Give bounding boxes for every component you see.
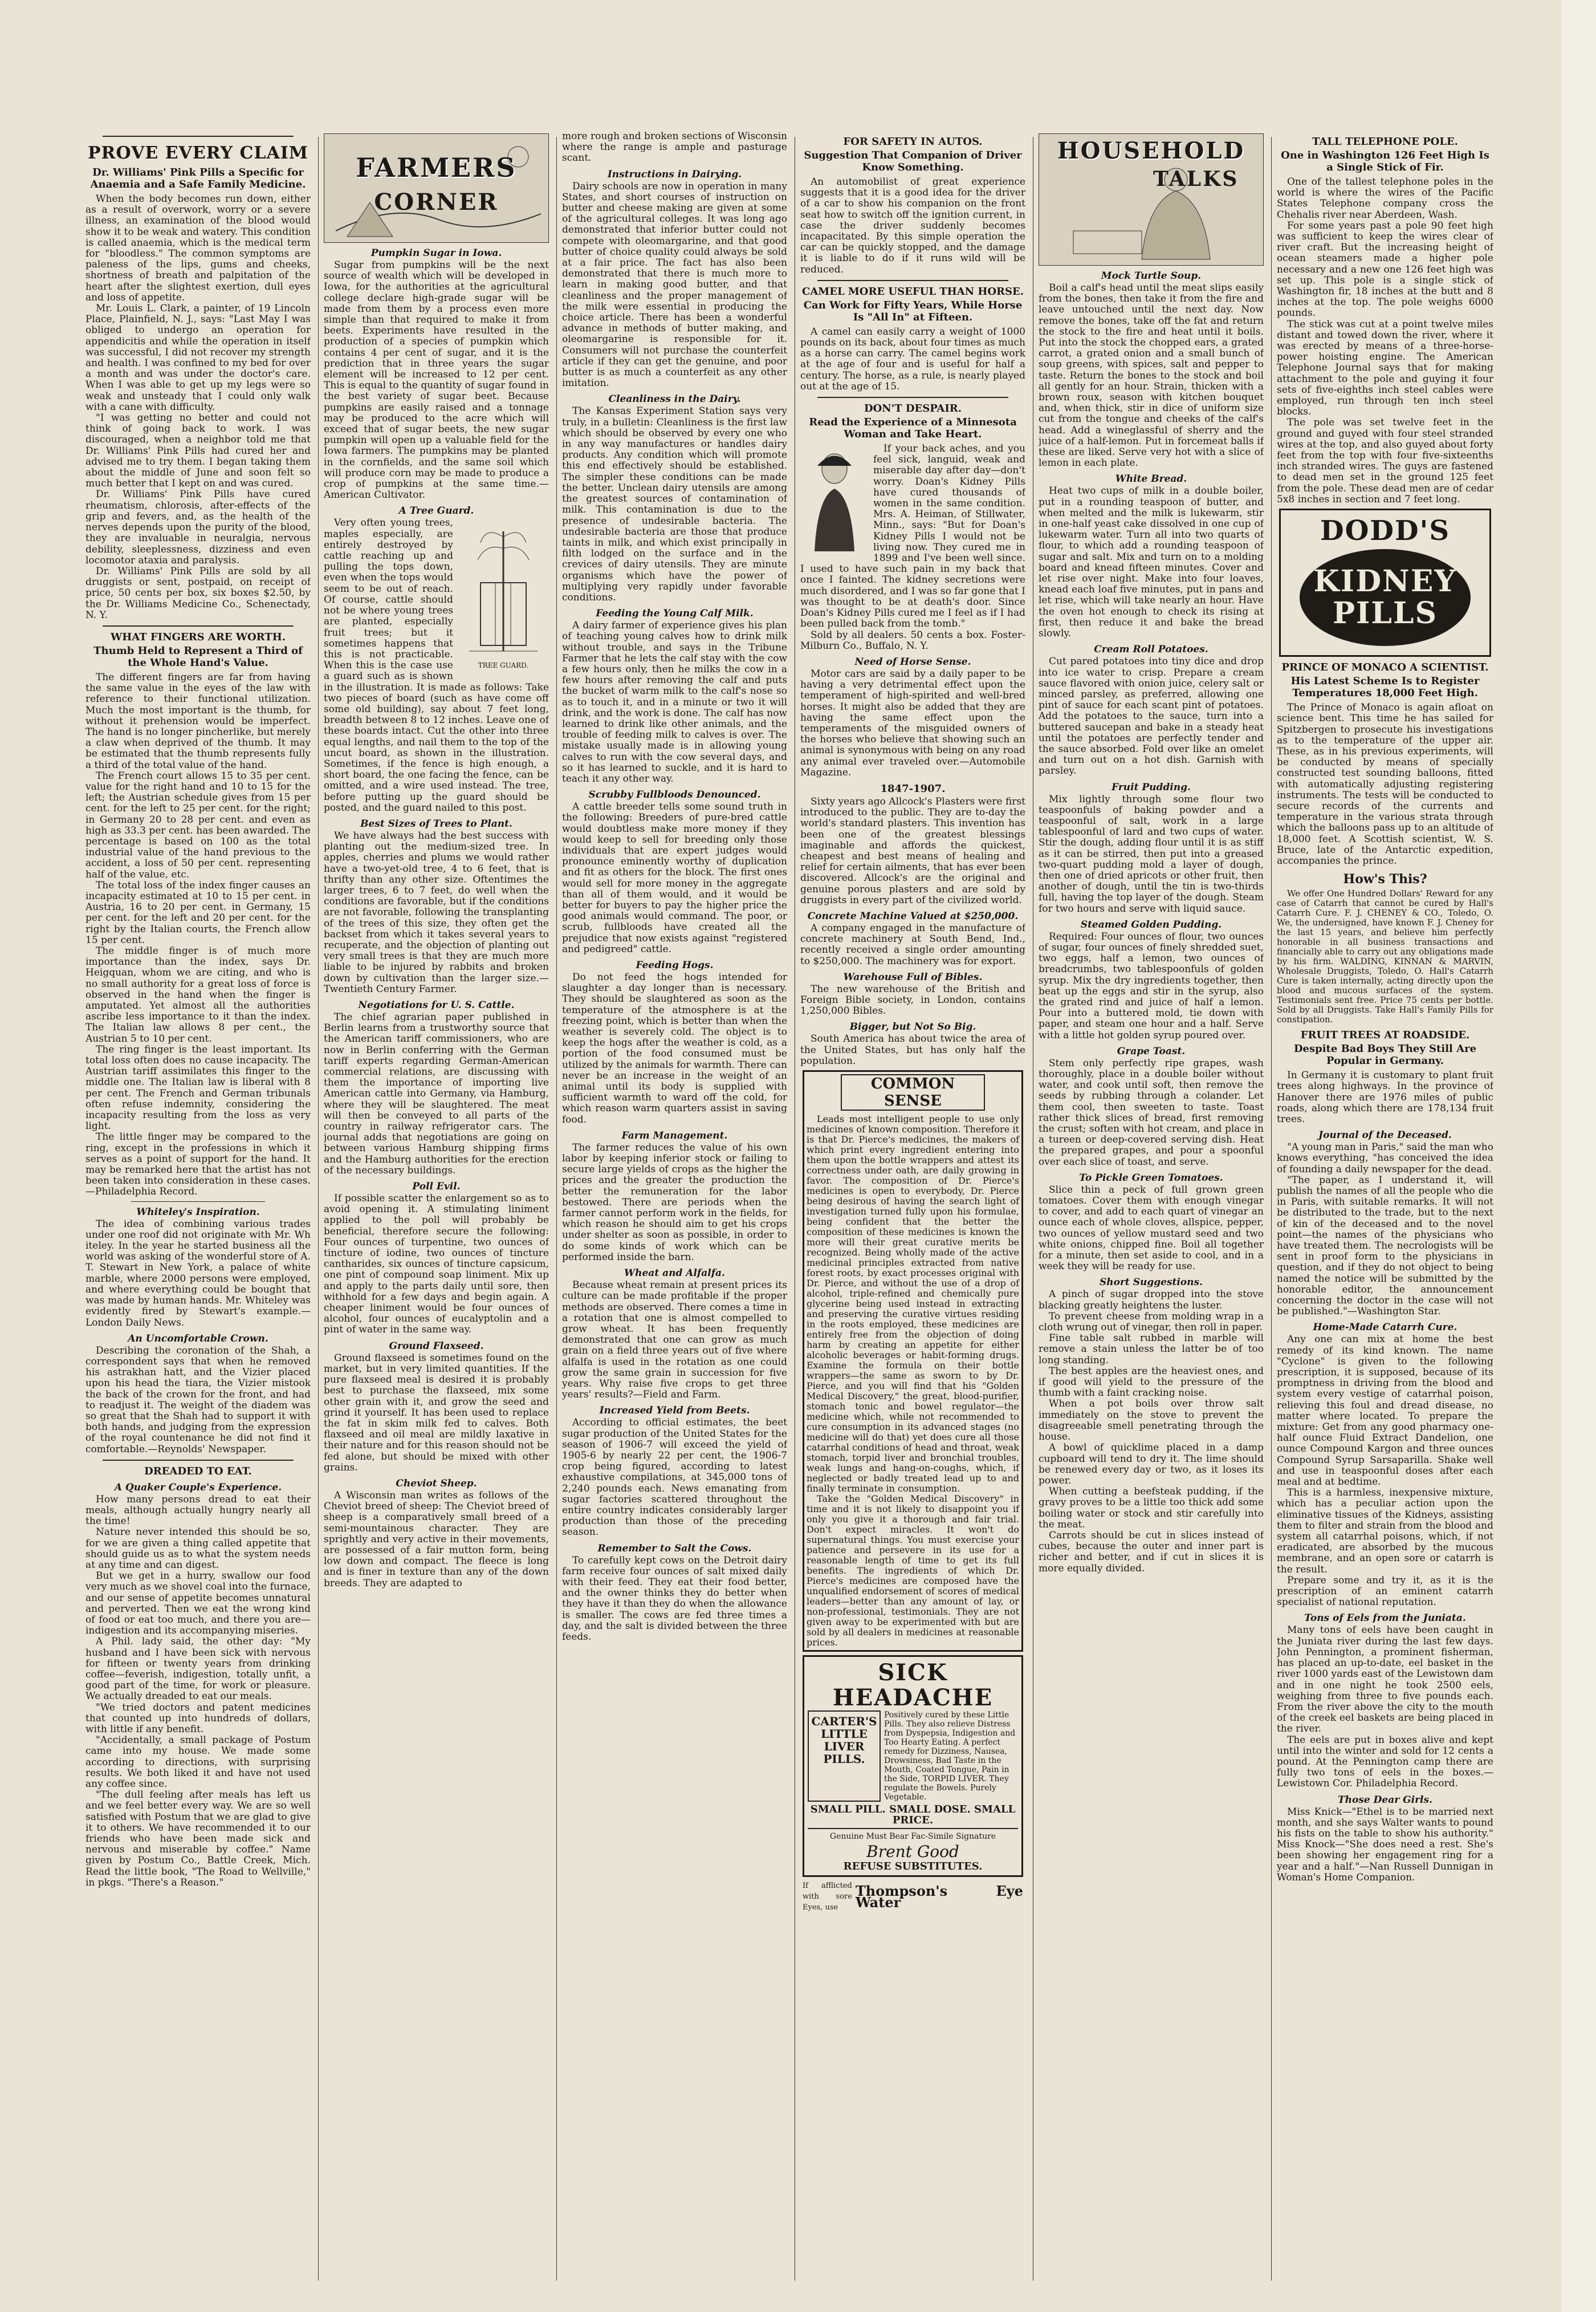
headline-monaco: PRINCE OF MONACO A SCIENTIST. bbox=[1281, 661, 1489, 674]
banner-word-farmers: FARMERS bbox=[356, 152, 517, 183]
carters-logo: CARTER'S LITTLE LIVER PILLS. bbox=[808, 1710, 881, 1802]
common-sense-ad bbox=[803, 1070, 1023, 1652]
ad-dodds: DODD'S bbox=[1320, 515, 1451, 547]
article-text: If your back aches, and you feel sick, languid, weak and miserable day after day—don't worry. Doan's Kidney Pills have cured thousands of women in the same condition. Mrs. A. Heiman, of Stillwater, Minn., says: "But for Doan's Kidney Pills I would not be living now. They cured me in 1899 and I've been well since. I used to have such pain in my back that once I fainted. The kidney secretions were much disordered, and I was so far gone that I was thought to be at death's door. Since Doan's Kidney Pills cured me I feel as if I had been pulled back from the tomb." bbox=[800, 443, 1025, 630]
ad-pills: PILLS bbox=[1332, 596, 1438, 631]
eye-water-ad bbox=[803, 1880, 1023, 1913]
article-text: If possible scatter the enlargement so as to avoid opening it. A stimulating liniment applied to the poll will probably be beneficial, therefore secure the following: Four ounces of turpentine, two ounces of tincture of iodine, two ounces of tincture cantharides, six ounces of tincture capsicum, one pint of compound soap liniment. Mix up and apply to the parts daily until sore, then withhold for a few days and begin again. A cheaper liniment would be four ounces of alcohol, four ounces of eucalyptolin and a pint of water in the same way. bbox=[324, 1193, 549, 1336]
article-text: Required: Four ounces of flour, two ounces of sugar, four ounces of finely shredded suet, two eggs, half a lemon, two ounces of breadcrumbs, two tablespoonfuls of golden syrup. Mix the dry ingredients together, then beat up the eggs and stir in the syrup, also the grated rind and juice of half a lemon. Pour into a buttered mold, tie down with paper, and steam one hour and a half. Serve with a little hot golden syrup poured over. bbox=[1039, 931, 1264, 1041]
article-text: "The paper, as I understand it, will publish the names of all the people who die in Paris, with suitable remarks. It will not be distributed to the trade, but to the next of kin of the deceased and to the novel point—the names of the physicians who have treated them. The necrologists will be sent in proof form to the physicians in question, and if they do not object to being named the notice will be submitted by the honorable editor, the announcement concerning the doctor in the case will not be published."—Washington Star. bbox=[1277, 1174, 1493, 1318]
article-text: We offer One Hundred Dollars' Reward for any case of Catarrh that cannot be cured by Hall's Catarrh Cure. F. J. CHENEY & CO., Toledo, O. We, the undersigned, have known F. J. Cheney for the last 15 years, and believe him perfectly honorable in all business transactions and financially able to carry out any obligations made by his firm. WALDING, KINNAN & MARVIN, Wholesale Druggists, Toledo, O. Hall's Catarrh Cure is taken internally, acting directly upon the blood and mucous surfaces of the system. Testimonials sent free. Price 75 cents per bottle. Sold by all Druggists. Take Hall's Family Pills for constipation. bbox=[1277, 888, 1493, 1025]
headline-camel: CAMEL MORE USEFUL THAN HORSE. bbox=[802, 285, 1024, 298]
subhead-monaco: His Latest Scheme Is to Register Temperatures 18,000 Feet High. bbox=[1290, 675, 1480, 700]
article-text: The idea of combining various trades under one roof did not originate with Mr. Wh iteley. In the year he started business all the world was asking of the wonderful store of A. T. Stewart in New York, a palace of white marble, where 2000 persons were employed, and where everything could be bought that was made by human hands. Mr. Whiteley was evidently fired by Stewart's example.—London Daily News. bbox=[85, 1218, 311, 1328]
headline-prove-every-claim: PROVE EVERY CLAIM bbox=[87, 143, 309, 163]
page-edge bbox=[1562, 0, 1596, 2312]
article-text: Do not feed the hogs intended for slaughter a day longer than is necessary. They should be slaughtered as soon as the temperature of the atmosphere is at the freezing point, which is better than when the weather is severely cold. The object is to keep the hogs after the weather is cold, as a portion of the food consumed must be utilized by the animals for warmth. There can never be an increase in the weight of an animal until its body is supplied with sufficient warmth to ward off the cold, for which reason warm quarters assist in saving food. bbox=[562, 972, 787, 1125]
article-text: Very often young trees, maples especially, are entirely destroyed by cattle reaching up and pulling the tops down, even when the tops would seem to be out of reach. Of course, cattle should not be where young trees are planted, especially fruit trees; but it sometimes happens that this is not practicable. When this is the case use a guard such as is shown in the illustration. It is made as follows: Take two pieces of board (such as have come off some old building), say about 7 feet long, breadth between 8 to 12 inches. Leave one of these boards intact. Cut the other into three equal lengths, and nail them to the top of the uncut board, as shown in the illustration. Sometimes, if the fence is high enough, a short board, the one facing the fence, can be omitted, and a wire used instead. The tree, before putting up the guard should be posted, and the guard nailed to this post. bbox=[324, 517, 549, 814]
article-text: Mr. Louis L. Clark, a painter, of 19 Lincoln Place, Plainfield, N. J., says: "Last May I was obliged to undergo an operation for appendicitis and while the operation in itself was successful, I did not recover my strength and health. I was confined to my bed for over a month and was under the doctor's care. When I was able to get up my legs were so weak and unsteady that I could only walk with a cane with difficulty. bbox=[85, 303, 311, 413]
headline-negotiations: Negotiations for U. S. Cattle. bbox=[358, 999, 515, 1011]
article-text: A bowl of quicklime placed in a damp cupboard will tend to dry it. The lime should be renewed every day or two, as it loses its power. bbox=[1039, 1442, 1264, 1486]
column-1 bbox=[85, 131, 311, 2286]
article-text: Because wheat remain at present prices its culture can be made profitable if the proper methods are observed. There comes a time in a rotation that one is almost compelled to grow wheat. It has been frequently demonstrated that one can grow as much grain on a field three years out of five where alfalfa is used in the rotation as one could grow the same grain in succession for five years. Why raise five crops to get three years' results?—Field and Farm. bbox=[562, 1279, 787, 1401]
article-text: more rough and broken sections of Wisconsin where the range is ample and pasturage scant. bbox=[562, 131, 787, 164]
headline-horse-sense: Need of Horse Sense. bbox=[854, 656, 971, 668]
subhead-safety: Suggestion That Companion of Driver Know Something. bbox=[804, 149, 1022, 173]
article-text: The different fingers are far from having the same value in the eyes of the law with reference to their functional utilization. Much the most important is the thumb, for without it prehension would be imperfect. The hand is no longer pincherlike, but merely a claw when deprived of the thumb. It may be estimated that the thumb represents fully a third of the total value of the hand. bbox=[85, 671, 311, 771]
headline-pickle: To Pickle Green Tomatoes. bbox=[1079, 1172, 1223, 1184]
ad-text: If afflicted with sore Eyes, use bbox=[803, 1881, 852, 1912]
column-3 bbox=[562, 131, 787, 2286]
article-text: Mix lightly through some flour two teaspoonfuls of baking powder and a teaspoonful of salt, work in a large tablespoonful of lard and two cups of water. Stir the dough, adding flour until it is as stiff as it can be stirred, then put into a greased two-quart pudding mold a layer of dough, then one of dried apricots or other fruit, then another of dough, until the tin is two-thirds full, having the top layer of the dough. Steam for two hours and serve with liquid sauce. bbox=[1039, 793, 1264, 915]
headline-best-sizes: Best Sizes of Trees to Plant. bbox=[360, 818, 512, 830]
article-text: Ground flaxseed is sometimes found on the market, but in very limited quantities. If the pure flaxseed meal is desired it is probably best to purchase the flaxseed, mix some other grain with it, and grow the seed and grind it yourself. It has been used to replace the fat in skim milk fed to calves. Both flaxseed and oil meal are mildly laxative in their nature and for this reason should not be fed alone, but should be mixed with other grains. bbox=[324, 1352, 549, 1473]
rule bbox=[131, 1201, 265, 1202]
article-text: "I was getting no better and could not think of going back to work. I was discouraged, when a neighbor told me that Dr. Williams' Pink Pills had cured her and advised me to try them. I began taking them about the middle of June and soon felt so much better that I kept on and was cured. bbox=[85, 412, 311, 490]
article-text: A dairy farmer of experience gives his plan of teaching young calves how to drink milk without trouble, and says in the Tribune Farmer that he lets the calf stay with the cow a few hours only, then he milks the cow in a few hours after removing the calf and puts the bucket of warm milk to the calf's nose so as to touch it, and in a minute or two it will drink, and the work is done. The calf has now learned to drink like other animals, and the trouble of feeding milk to calves is over. The mistake usually made is in allowing young calves to run with the cow several days, and so it has learned to suckle, and it is hard to teach it any other way. bbox=[562, 620, 787, 785]
ad-sick-headache-title: SICK HEADACHE bbox=[832, 1659, 994, 1711]
article-text: Fine table salt rubbed in marble will remove a stain unless the latter be of too long standing. bbox=[1039, 1332, 1264, 1366]
headline-pumpkin: Pumpkin Sugar in Iowa. bbox=[370, 247, 502, 259]
article-text: Slice thin a peck of full grown green tomatoes. Cover them with enough vinegar to cover, and add to each quart of vinegar an ounce each of whole cloves, allspice, pepper, two ounces of yellow mustard seed and two white onions, chipped fine. Boil all together for a minute, then set aside to cool, and in a week they will be ready for use. bbox=[1039, 1184, 1264, 1273]
headline-golden-pudding: Steamed Golden Pudding. bbox=[1080, 919, 1222, 931]
column-4 bbox=[800, 131, 1025, 2286]
headline-cheviot: Cheviot Sheep. bbox=[396, 1477, 477, 1489]
article-text: "We tried doctors and patent medicines that counted up into hundreds of dollars, with little if any benefit. bbox=[85, 1701, 311, 1735]
article-text: Many tons of eels have been caught in the Juniata river during the last few days. John Pennington, a prominent fisherman, has placed an up-to-date, eel basket in the river 1000 yards east of the Lewistown dam and in one night he took 2500 eels, weighing from three to five pounds each. From the river above the city to the mouth of the creek eel baskets are being placed in the river. bbox=[1277, 1624, 1493, 1735]
banner-word-talks: TALKS bbox=[1153, 167, 1239, 191]
article-text: Dr. Williams' Pink Pills are sold by all druggists or sent, postpaid, on receipt of price, 50 cents per box, six boxes $2.50, by the Dr. Williams Medicine Co., Schenectady, N. Y. bbox=[85, 565, 311, 621]
headline-bigger: Bigger, but Not So Big. bbox=[849, 1021, 976, 1033]
headline-farm-management: Farm Management. bbox=[621, 1129, 728, 1141]
rule bbox=[103, 1460, 294, 1461]
subhead-fruit-trees: Despite Bad Boys They Still Are Popular in Germany. bbox=[1293, 1043, 1477, 1067]
newspaper-page bbox=[85, 131, 1493, 2286]
article-text: We have always had the best success with planting out the medium-sized tree. In apples, cherries and plums we would rather have a two-yet-old tree, 4 to 6 feet, that is thrifty than any other size. Oftentimes the larger trees, 6 to 7 feet, do well when the conditions are favorable, but if the conditions are not favorable, following the transplanting of the trees of this size, they often get the backset from which it takes several years to recuperate, and the objection of planting out very small trees is that they are much more liable to be injured by rabbits and broken down by cultivation than the larger size.—Twentieth Century Farmer. bbox=[324, 830, 549, 995]
article-text: Sugar from pumpkins will be the next source of wealth which will be developed in Iowa, for the authorities at the agricultural college declare high-grade sugar will be made from them by a process even more simple than that required to make it from beets. Experiments have resulted in the production of a species of pumpkin which contains 4 per cent of sugar, and it is the prediction that in three years the sugar element will be increased to 12 per cent. This is equal to the quantity of sugar found in the best variety of sugar beet. Because pumpkins are easily raised and a tonnage may be produced to the acre which will exceed that of sugar beets, the new sugar pumpkin will open up a valuable field for the Iowa farmers. The pumpkins may be planted in the cornfields, and the same soil which will produce corn may be made to produce a crop of pumpkins at the same time.—American Cultivator. bbox=[324, 259, 549, 501]
article-text: A company engaged in the manufacture of concrete machinery at South Bend, Ind., recently received a single order amounting to $250,000. The machinery was for export. bbox=[800, 922, 1025, 967]
article-text: Cut pared potatoes into tiny dice and drop into ice water to crisp. Prepare a cream sauce flavored with onion juice, celery salt or minced parsley, as preferred, allowing one pint of sauce for each scant pint of potatoes. Add the potatoes to the sauce, turn into a buttered saucepan and bake in a steady heat until the potatoes are perfectly tender and the sauce absorbed. Fold over like an omelet and turn out on a hot dish. Garnish with parsley. bbox=[1039, 656, 1264, 777]
article-text: For some years past a pole 90 feet high was sufficient to keep the wires clear of river craft. But the increasing height of ocean steamers made a higher pole necessary and a new one 126 feet high was set up. This pole is a single stick of Washington fir, 18 inches at the butt and 8 inches at the top. The pole weighs 6000 pounds. bbox=[1277, 220, 1493, 319]
common-sense-heading: COMMON SENSE bbox=[841, 1074, 985, 1111]
column-2 bbox=[324, 131, 549, 2286]
ad-text: Take the "Golden Medical Discovery" in time and it is not likely to disappoint you if only you give it a thorough and fair trial. Don't expect miracles. It won't do supernatural things. You must exercise your patience and persevere in its use for a reasonable length of time to get its full benefits. The ingredients of which Dr. Pierce's medicines are composed have the unqualified endorsement of scores of medical leaders—better than any amount of lay, or non-professional, testimonials. They are not given away to be experimented with but are sold by all dealers in medicines at reasonable prices. bbox=[807, 1493, 1019, 1648]
headline-flaxseed: Ground Flaxseed. bbox=[389, 1340, 484, 1352]
article-text: The ring finger is the least important. Its total loss often does no cause incapacity. The Austrian tariff assimilates this finger to the middle one. The Italian law is liberal with 8 per cent. The French and German tribunals often refuse indemnity, considering the incapacity resulting from the loss as very light. bbox=[85, 1043, 311, 1132]
article-text: The eels are put in boxes alive and kept until into the winter and sold for 12 cents a pound. At the Pennington camp there are fully two tons of eels in the boxes.—Lewistown Cor. Philadelphia Record. bbox=[1277, 1734, 1493, 1790]
article-text: "A young man in Paris," said the man who knows everything, "has conceived the idea of founding a daily newspaper for the dead. bbox=[1277, 1141, 1493, 1175]
subhead-despair: Read the Experience of a Minnesota Woman and Take Heart. bbox=[809, 416, 1017, 441]
article-text: Prepare some and try it, as it is the prescription of an eminent catarrh specialist of national reputation. bbox=[1277, 1574, 1493, 1608]
rule bbox=[103, 136, 294, 137]
headline-eels: Tons of Eels from the Juniata. bbox=[1304, 1612, 1466, 1624]
pill-box-graphic bbox=[1300, 549, 1471, 646]
headline-bibles: Warehouse Full of Bibles. bbox=[843, 971, 983, 983]
article-text: A pinch of sugar dropped into the stove blacking greatly heightens the luster. bbox=[1039, 1289, 1264, 1311]
headline-fruit-pudding: Fruit Pudding. bbox=[1112, 781, 1191, 793]
rule bbox=[103, 625, 294, 627]
headline-whiteley: Whiteley's Inspiration. bbox=[136, 1206, 260, 1218]
banner-word-household: HOUSEHOLD bbox=[1057, 137, 1245, 164]
column-divider bbox=[318, 137, 319, 2281]
subhead-fingers: Thumb Held to Represent a Third of the Whole Hand's Value. bbox=[93, 644, 303, 669]
farmers-corner-banner bbox=[324, 133, 549, 243]
headline-crown: An Uncomfortable Crown. bbox=[128, 1332, 268, 1344]
column-divider bbox=[1271, 137, 1272, 2281]
ad-genuine-line: Genuine Must Bear Fac-Simile Signature bbox=[808, 1828, 1018, 1842]
article-text: "Accidentally, a small package of Postum came into my house. We made some according to directions, with surprising results. We both liked it and have not used any coffee since. bbox=[85, 1734, 311, 1790]
tree-guard-figure bbox=[458, 520, 549, 671]
ad-text: Positively cured by these Little Pills. They also relieve Distress from Dyspepsia, Indigestion and Too Hearty Eating. A perfect remedy for Dizziness, Nausea, Drowsiness, Bad Taste in the Mouth, Coated Tongue, Pain in the Side, TORPID LIVER. They regulate the Bowels. Purely Vegetable. bbox=[884, 1710, 1016, 1802]
headline-hows-this: How's This? bbox=[1343, 872, 1427, 887]
headline-cream-potatoes: Cream Roll Potatoes. bbox=[1094, 644, 1208, 656]
article-text: When the body becomes run down, either as a result of overwork, worry or a severe illness, an examination of the blood would show it to be weak and watery. This condition is called anaemia, which is the medical term for "bloodless." The common symptoms are paleness of the lips, gums and cheeks, shortness of breath and palpitation of the heart after the slightest exertion, dull eyes and loss of appetite. bbox=[85, 193, 311, 303]
article-text: When cutting a beefsteak pudding, if the gravy proves to be a little too thick add some boiling water or stock and stir carefully into the meat. bbox=[1039, 1486, 1264, 1530]
article-text: The stick was cut at a point twelve miles distant and towed down the river, where it was erected by means of a three-horse-power hoisting engine. The American Telephone Journal says that for making attachment to the pole and guying it four sets of five-eighths inch steel cables were employed, run through ten inch steel blocks. bbox=[1277, 318, 1493, 418]
headline-salt: Remember to Salt the Cows. bbox=[597, 1542, 752, 1554]
article-text: The French court allows 15 to 35 per cent. value for the right hand and 10 to 15 for the left; the Austrian schedule gives from 15 per cent. for the left to 25 per cent. for the right; in Germany 20 to 28 per cent. and even as high as 33.3 per cent. has been awarded. The percentage is based on 100 as the total industrial value of the hand previous to the accident, a loss of 50 per cent. representing half of the value, etc. bbox=[85, 770, 311, 880]
article-text: The Prince of Monaco is again afloat on science bent. This time he has sailed for Spitzbergen to prosecute his investigations as to the temperature of the upper air. These, as in his previous experiments, will be conducted by means of specially constructed test sounding balloons, fitted with automatically adjusting registering instruments. The tests will be conducted to secure records of the currents and temperature in the various strata through which the balloons pass up to an altitude of 18,000 feet. A Scottish scientist, W. S. Bruce, late of the Antarctic expedition, accompanies the prince. bbox=[1277, 702, 1493, 867]
household-talks-banner bbox=[1039, 133, 1264, 266]
headline-dont-despair: DON'T DESPAIR. bbox=[864, 403, 962, 415]
article-text: The pole was set twelve feet in the ground and guyed with four steel stranded wires at the top, and also guyed about forty feet from the top with four five-sixteenths inch stranded wires. The guys are fastened to dead men set in the ground 125 feet from the pole. These dead men are of cedar 5x8 inches in section and 7 feet long. bbox=[1277, 417, 1493, 505]
article-text: The farmer reduces the value of his own labor by keeping inferior stock or failing to secure large yields of crops as the higher the prices and the greater the production the better the remuneration for the labor bestowed. There are periods when the farmer cannot perform work in the fields, for which reason he should aim to get his crops under shelter as soon as possible, in order to do some kinds of work which can be performed inside the barn. bbox=[562, 1141, 787, 1263]
article-text: "The dull feeling after meals has left us and we feel better every way. We are so well satisfied with Postum that we are glad to give it to others. We have recommended it to our friends who have been made sick and nervous and miserable by coffee." Name given by Postum Co., Battle Creek, Mich. Read the little book, "The Road to Wellville," in pkgs. "There's a Reason." bbox=[85, 1789, 311, 1888]
article-text: A Phil. lady said, the other day: "My husband and I have been sick with nervous for fifteen or twenty years from drinking coffee—feverish, indigestion, totally unfit, a good part of the time, for work or pleasure. We actually dreaded to eat our meals. bbox=[85, 1636, 311, 1702]
article-text: According to official estimates, the beet sugar production of the United States for the season of 1906-7 will exceed the yield of 1905-6 by nearly 22 per cent, the 1906-7 crop being figured, according to latest exhaustive compilations, at 345,000 tons of 2,240 pounds each. News emanating from sugar factories scattered throughout the entire country indicates considerably larger production than those of the preceding season. bbox=[562, 1417, 787, 1538]
ad-refuse-line: REFUSE SUBSTITUTES. bbox=[843, 1860, 983, 1872]
article-text: An automobilist of great experience suggests that it is a good idea for the driver of a car to show his companion on the front seat how to switch off the ignition current, in case the driver suddenly becomes incapacitated. By this simple operation the car can be quickly stopped, and the damage it is liable to do if it runs wild will be reduced. bbox=[800, 176, 1025, 275]
article-text: To carefully kept cows on the Detroit dairy farm receive four ounces of salt mixed daily with their feed. They eat their food better, and the owner thinks they do better when they have it than they do when the allowance is smaller. The cows are fed three times a day, and the salt is divided between the three feeds. bbox=[562, 1554, 787, 1643]
dodds-kidney-pills-ad bbox=[1279, 509, 1491, 657]
article-text: Stem only perfectly ripe grapes, wash thoroughly, place in a double boiler without water, and cook until soft, then remove the seeds by rubbing through a colander. Let them cool, then sweeten to taste. Toast rather thick slices of bread, first removing the crust; soften with hot cream, and place in a tureen or deep-covered serving dish. Heat the prepared grapes, and pour a spoonful over each slice of toast, and serve. bbox=[1039, 1057, 1264, 1168]
article-text: Boil a calf's head until the meat slips easily from the bones, then take it from the fire and leave untouched until the next day. Now remove the bones, take off the fat and return the stock to the fire and heat until it boils. Put into the stock the chopped ears, a grated carrot, a grated onion and a small bunch of soup greens, with spices, salt and pepper to taste. Return the bones to the stock and boil all gently for an hour. Strain, thicken with a brown roux, season with kitchen bouquet and, when thick, stir in dice of uniform size cut from the tongue and cheeks of the calf's head. Add a wineglassful of sherry and the juice of a half-lemon. Put in forcemeat balls if these are liked. Serve very hot with a slice of lemon in each plate. bbox=[1039, 282, 1264, 469]
article-text: Nature never intended this should be so, for we are given a thing called appetite that should guide us as to what the system needs at any time and can digest. bbox=[85, 1526, 311, 1571]
headline-1847: 1847-1907. bbox=[880, 782, 946, 795]
ad-small-pill-line: SMALL PILL. SMALL DOSE. SMALL PRICE. bbox=[810, 1803, 1016, 1827]
article-text: Miss Knick—"Ethel is to be married next month, and she says Walter wants to pound his fists on the table to show his authority." Miss Knock—"She does need a rest. She's been showing her engagement ring for a year and a half."—Nan Russell Dunnigan in Woman's Home Companion. bbox=[1277, 1806, 1493, 1883]
headline-catarrh: Home-Made Catarrh Cure. bbox=[1313, 1322, 1457, 1334]
headline-short-suggestions: Short Suggestions. bbox=[1100, 1277, 1203, 1289]
rule bbox=[817, 397, 1008, 398]
article-text: Motor cars are said by a daily paper to be having a very detrimental effect upon the temperament of high-spirited and well-bred horses. It might also be added that they are having the same effect upon the temperaments of the misguided owners of the horses who believe that showing such an animal is synonymous with being on any road any animal ever traveled over.—Automobile Magazine. bbox=[800, 668, 1025, 778]
article-text: The new warehouse of the British and Foreign Bible society, in London, contains 1,250,000 Bibles. bbox=[800, 983, 1025, 1017]
rule bbox=[817, 280, 1008, 281]
article-text: But we get in a hurry, swallow our food very much as we shovel coal into the furnace, and our sense of appetite becomes unnatural and perverted. Then we eat the wrong kind of food or eat too much, and there you are—indigestion and its accompanying miseries. bbox=[85, 1570, 311, 1637]
article-text: One of the tallest telephone poles in the world is where the wires of the Pacific States Telephone company cross the Chehalis river near Aberdeen, Wash. bbox=[1277, 176, 1493, 221]
article-text: The Kansas Experiment Station says very truly, in a bulletin: Cleanliness is the first law which should be observed by every one who in any way manufactures or handles dairy products. Any condition which will promote this end effectively should be established. The simpler these conditions can be made the better. Unclean dairy utensils are among the greatest sources of contamination of milk. This contamination is due to the presence of undesirable bacteria. The undesirable bacteria are those that produce taints in milk, and which exist principally in filth lodged on the surface and in the crevices of dairy utensils. They are minute organisms which have the power of multiplying very rapidly under favorable conditions. bbox=[562, 405, 787, 603]
woman-portrait-figure bbox=[800, 446, 869, 554]
column-6 bbox=[1277, 131, 1493, 2286]
article-text: The middle finger is of much more importance than the index, says Dr. Heigquan, whom we are citing, and who is no small authority for a great loss of force is observed in the hand when the finger is amputated. Yet almost all the authorities ascribe less importance to it than the index. The Italian law allows 8 per cent., the Austrian 5 to 10 per cent. bbox=[85, 945, 311, 1045]
article-text: The little finger may be compared to the ring, except in the professions in which it serves as a point of support for the hand. It may be remarked here that the artist has not been taken into consideration in these cases.—Philadelphia Record. bbox=[85, 1131, 311, 1198]
subhead-quaker: A Quaker Couple's Experience. bbox=[114, 1481, 282, 1493]
farmers-corner-illustration bbox=[324, 134, 549, 242]
banner-word-corner: CORNER bbox=[374, 189, 499, 216]
subhead-tall-pole: One in Washington 126 Feet High Is a Single Stick of Fir. bbox=[1281, 149, 1489, 173]
headline-dairying: Instructions in Dairying. bbox=[607, 168, 742, 180]
carters-pills-ad bbox=[803, 1655, 1023, 1877]
article-text: Carrots should be cut in slices instead of cubes, because the outer and inner part is richer and better, and if cut in slices it is more equally divided. bbox=[1039, 1529, 1264, 1574]
headline-scrub: Scrubby Fullbloods Denounced. bbox=[588, 789, 761, 801]
column-5 bbox=[1039, 131, 1264, 2286]
ad-eye-water-name: Thompson's Eye Water bbox=[855, 1883, 1023, 1911]
article-text: Sixty years ago Allcock's Plasters were first introduced to the public. They are to-day the world's standard plasters. This invention has been one of the greatest blessings imaginable and affords the quickest, cheapest and best means of healing and relief for certain ailments, that has ever been discovered. Allcock's are the original and genuine porous plasters and are sold by druggists in every part of the civilized world. bbox=[800, 795, 1025, 906]
headline-tree-guard: A Tree Guard. bbox=[398, 505, 474, 517]
headline-mock-turtle: Mock Turtle Soup. bbox=[1101, 270, 1202, 282]
subhead-camel: Can Work for Fifty Years, While Horse Is "All In" at Fifteen. bbox=[803, 299, 1023, 323]
article-text: Dairy schools are now in operation in many States, and short courses of instruction on butter and cheese making are given at some of the agricultural colleges. It was long ago demonstrated that inferior butter could not compete with oleomargarine, and that good butter of choice quality could always be sold at a fair price. The fact has also been demonstrated that there is much more to learn in making good butter, and that cleanliness and the proper management of the milk were essential in producing the choice article. There has been a wonderful advance in methods of butter making, and oleomargarine is responsible for it. Consumers will not purchase the counterfeit article if they can get the genuine, and poor butter is as much a counterfeit as any other imitation. bbox=[562, 180, 787, 389]
subhead-pink-pills: Dr. Williams' Pink Pills a Specific for Anaemia and a Safe Family Medicine. bbox=[90, 166, 306, 190]
article-text: When a pot boils over throw salt immediately on the stove to prevent the disagreeable smell penetrating through the house. bbox=[1039, 1398, 1264, 1443]
headline-tall-pole: TALL TELEPHONE POLE. bbox=[1312, 136, 1458, 148]
column-divider bbox=[556, 137, 557, 2281]
headline-journal: Journal of the Deceased. bbox=[1318, 1129, 1452, 1141]
article-text: The total loss of the index finger causes an incapacity estimated at 10 to 15 per cent. in Austria, 16 to 20 per cent. in Germany, 15 per cent. for the left and 20 per cent. for the right by the Italian courts, the French allow 15 per cent. bbox=[85, 879, 311, 946]
article-text: A Wisconsin man writes as follows of the Cheviot breed of sheep: The Cheviot breed of sheep is a comparatively small breed of a semi-mountainous character. They are sprightly and very active in their movements, are possessed of a fair mutton form, being low down and compact. The fleece is long and is finer in texture than any of the down breeds. They are adapted to bbox=[324, 1489, 549, 1589]
headline-hogs: Feeding Hogs. bbox=[636, 960, 714, 972]
article-text: Sold by all dealers. 50 cents a box. Foster-Milburn Co., Buffalo, N. Y. bbox=[800, 629, 1025, 652]
headline-grape-toast: Grape Toast. bbox=[1117, 1045, 1186, 1057]
headline-cleanliness: Cleanliness in the Dairy. bbox=[608, 393, 741, 405]
article-text: South America has about twice the area of the United States, but has only half the population. bbox=[800, 1033, 1025, 1067]
headline-fruit-trees: FRUIT TREES AT ROADSIDE. bbox=[1300, 1029, 1470, 1042]
tree-guard-illustration bbox=[458, 520, 549, 657]
article-text: Any one can mix at home the best remedy of its kind known. The name "Cyclone" is given to the following prescription, it is supposed, because of its promptness in driving from the blood and system every vestige of catarrhal poison, relieving this foul and dread disease, no matter where located. To prepare the mixture: Get from any good pharmacy one-half ounce Fluid Extract Dandelion, one ounce Compound Kargon and three ounces Compound Syrup Sarsaparilla. Shake well and use in teaspoonful doses after each meal and at bedtime. bbox=[1277, 1334, 1493, 1488]
article-text: The chief agrarian paper published in Berlin learns from a trustworthy source that the American tariff commissioners, who are now in Berlin conferring with the German tariff experts regarding German-American commercial relations, are discussing with them the importance of importing live American cattle into Germany, via Hamburg, where they will be slaughtered. The meat will then be conveyed to all parts of the country in railway refrigerator cars. The journal adds that negotiations are going on between various Hamburg shipping firms and the Hamburg authorities for the erection of the necessary buildings. bbox=[324, 1011, 549, 1176]
headline-wheat: Wheat and Alfalfa. bbox=[624, 1267, 725, 1279]
headline-fingers: WHAT FINGERS ARE WORTH. bbox=[111, 631, 286, 643]
article-text: A cattle breeder tells some sound truth in the following: Breeders of pure-bred cattle would doubtless make more money if they would keep to sell for breeding only those individuals that are expert judges would pronounce eminently worthy of duplication and fit as others for the block. The first ones would sell for more money in the aggregate than all of them would, and it would be better for buyers to pay the higher price the good animals would command. The poor, or scrub, fullbloods have created all the prejudice that now exists against "registered and pedigreed" cattle. bbox=[562, 801, 787, 955]
article-text: To prevent cheese from molding wrap in a cloth wrung out of vinegar, then roll in paper. bbox=[1039, 1310, 1264, 1334]
headline-white-bread: White Bread. bbox=[1115, 473, 1187, 485]
article-text: The best apples are the heaviest ones, and if good will yield to the pressure of the thumb with a faint cracking noise. bbox=[1039, 1365, 1264, 1399]
headline-calf: Feeding the Young Calf Milk. bbox=[596, 608, 754, 620]
headline-concrete: Concrete Machine Valued at $250,000. bbox=[807, 910, 1019, 922]
article-text: In Germany it is customary to plant fruit trees along highways. In the province of Hanover there are 1976 miles of public roads, along which there are 178,134 fruit trees. bbox=[1277, 1070, 1493, 1125]
figure-caption: TREE GUARD. bbox=[478, 661, 529, 669]
headline-poll-evil: Poll Evil. bbox=[412, 1181, 461, 1193]
ad-signature: Brent Good bbox=[866, 1842, 959, 1861]
article-text: How many persons dread to eat their meals, although actually hungry nearly all the time! bbox=[85, 1493, 311, 1527]
headline-beets: Increased Yield from Beets. bbox=[599, 1405, 750, 1417]
article-text: Heat two cups of milk in a double boiler, put in a rounding teaspoon of butter, and when melted and the milk is lukewarm, stir in one-half yeast cake dissolved in one cup of lukewarm water. Turn all into two quarts of flour, to which add a rounding teaspoon of sugar and salt. Mix and turn on to a molding board and knead fifteen minutes. Cover and let rise over night. Make into four loaves, knead each loaf five minutes, put in pans and let rise, which will take nearly an hour. Have the oven hot enough to check its rising at first, then reduce it and bake the bread slowly. bbox=[1039, 485, 1264, 640]
article-text: This is a harmless, inexpensive mixture, which has a peculiar action upon the eliminative tissues of the Kidneys, assisting them to filter and strain from the blood and system all catarrhal poisons, which, if not eradicated, are absorbed by the mucous membrane, and an open sore or catarrh is the result. bbox=[1277, 1487, 1493, 1575]
headline-dear-girls: Those Dear Girls. bbox=[1338, 1794, 1432, 1806]
ad-kidney: KIDNEY bbox=[1313, 564, 1457, 599]
article-text: Dr. Williams' Pink Pills have cured rheumatism, chlorosis, after-effects of the grip and fevers, and, as the health of the nerves depends upon the purity of the blood, they are invaluable in neuralgia, nervous debility, sleeplessness, dizziness and even locomotor ataxia and paralysis. bbox=[85, 489, 311, 566]
headline-safety-autos: FOR SAFETY IN AUTOS. bbox=[843, 136, 983, 148]
article-text: Describing the coronation of the Shah, a correspondent says that when he removed his astrakhan hatt, and the Vizier placed upon his head the tiara, the Vizier mistook the back of the crown for the front, and had to readjust it. The weight of the diadem was so great that the Shah had to support it with both hands, and judging from the expression of the royal countenance he did not find it comfortable.—Reynolds' Newspaper. bbox=[85, 1344, 311, 1455]
woman-portrait-illustration bbox=[800, 446, 869, 554]
headline-dreaded: DREADED TO EAT. bbox=[144, 1465, 252, 1477]
article-text: A camel can easily carry a weight of 1000 pounds on its back, about four times as much as a horse can carry. The camel begins work at the age of four and is useful for half a century. The horse, as a rule, is nearly played out at the age of 15. bbox=[800, 326, 1025, 392]
ad-text: Leads most intelligent people to use only medicines of known composition. Therefore it is that Dr. Pierce's medicines, the makers of which print every ingredient entering into them upon the bottle wrappers and attest its correctness under oath, are daily growing in favor. The composition of Dr. Pierce's medicines is open to everybody, Dr. Pierce being desirous of having the search light of investigation turned fully upon his formulae, being confident that the better the composition of these medicines is known the more will their great curative merits be recognized. Being wholly made of the active medicinal principles extracted from native forest roots, by exact processes original with Dr. Pierce, and without the use of a drop of alcohol, triple-refined and chemically pure glycerine being used instead in extracting and preserving the curative virtues residing in the roots employed, these medicines are entirely free from the objection of doing harm by creating an appetite for either alcoholic beverages or habit-forming drugs. Examine the formula on their bottle wrappers—the same as sworn to by Dr. Pierce, and you will find that his "Golden Medical Discovery," the great, blood-purifier, stomach tonic and bowel regulator—the medicine which, while not recommended to cure consumption in its advanced stages (no medicine will do that) yet does cure all those catarrhal conditions of head and throat, weak stomach, torpid liver and bronchial troubles, weak lungs and hang-on-coughs, which, if neglected or badly treated lead up to and finally terminate in consumption. bbox=[807, 1114, 1019, 1494]
